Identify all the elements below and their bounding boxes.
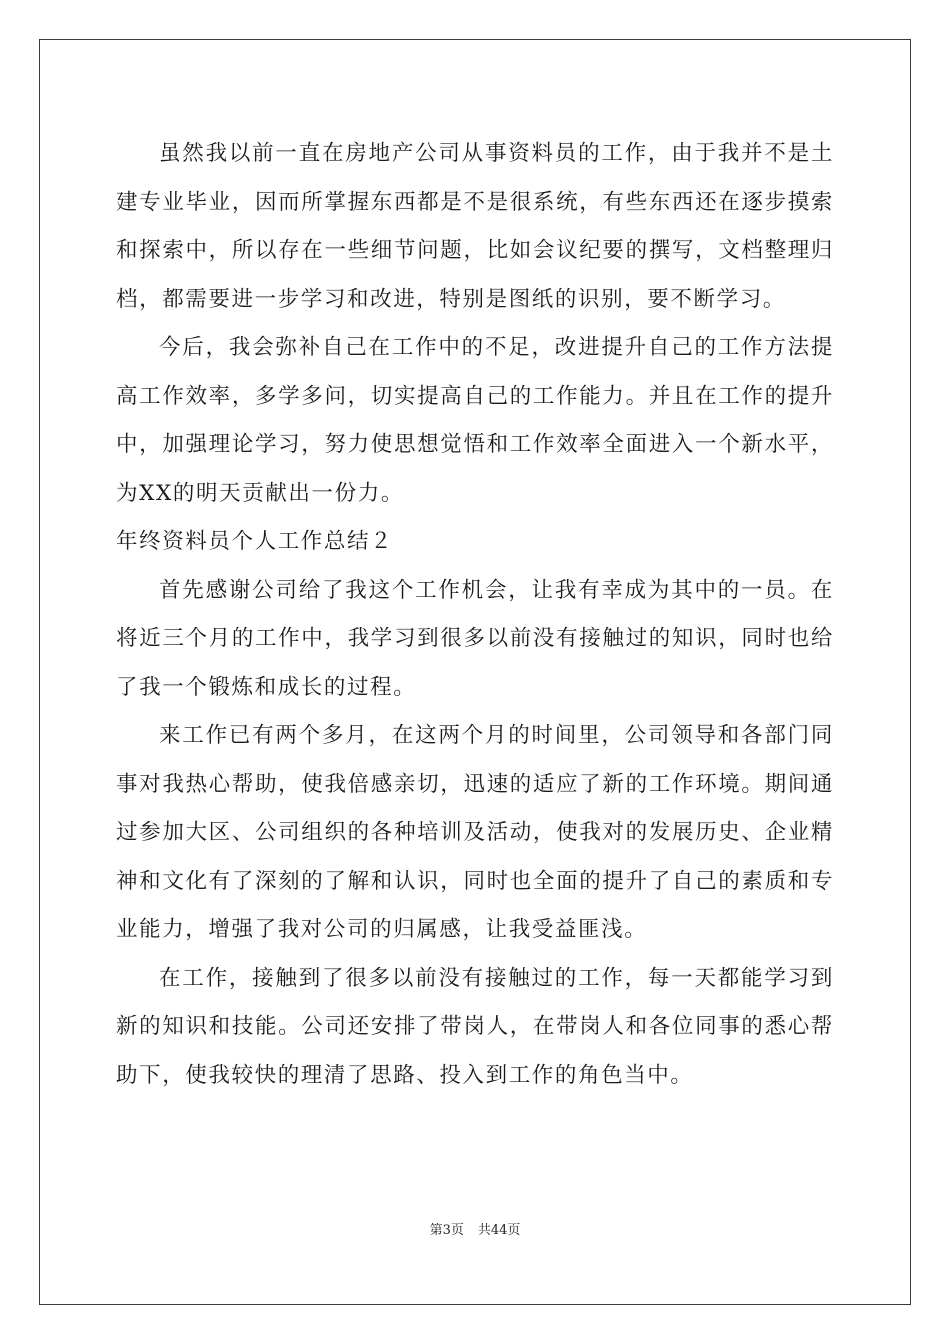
- paragraph-5: 在工作，接触到了很多以前没有接触过的工作，每一天都能学习到新的知识和技能。公司还安排了带岗人，在带岗人和各位同事的悉心帮助下，使我较快的理清了思路、投入到工作的角色当中。: [116, 965, 834, 1088]
- document-body: [116, 130, 834, 1100]
- paragraph-4: 来工作已有两个多月，在这两个月的时间里，公司领导和各部门同事对我热心帮助，使我倍感亲切，迅速的适应了新的工作环境。期间通过参加大区、公司组织的各种培训及活动，使我对的发展历史、企业精神和文化有了深刻的了解和认识，同时也全面的提升了自己的素质和专业能力，增强了我对公司的归属感，让我受益匪浅。: [116, 723, 834, 942]
- page-number: 第3页: [429, 1223, 464, 1238]
- page-total: 共44页: [477, 1223, 521, 1238]
- page-footer: [0, 1219, 950, 1238]
- paragraph-3: 首先感谢公司给了我这个工作机会，让我有幸成为其中的一员。在将近三个月的工作中，我学习到很多以前没有接触过的知识，同时也给了我一个锻炼和成长的过程。: [116, 577, 834, 700]
- paragraph-1: 虽然我以前一直在房地产公司从事资料员的工作，由于我并不是土建专业毕业，因而所掌握东西都是不是很系统，有些东西还在逐步摸索和探索中，所以存在一些细节问题，比如会议纪要的撰写，文档整理归档，都需要进一步学习和改进，特别是图纸的识别，要不断学习。: [116, 141, 834, 312]
- paragraph-2: 今后，我会弥补自己在工作中的不足，改进提升自己的工作方法提高工作效率，多学多问，切实提高自己的工作能力。并且在工作的提升中，加强理论学习，努力使思想觉悟和工作效率全面进入一个新水平，为XX的明天贡献出一份力。: [116, 335, 834, 506]
- section-heading: 年终资料员个人工作总结２: [116, 529, 394, 554]
